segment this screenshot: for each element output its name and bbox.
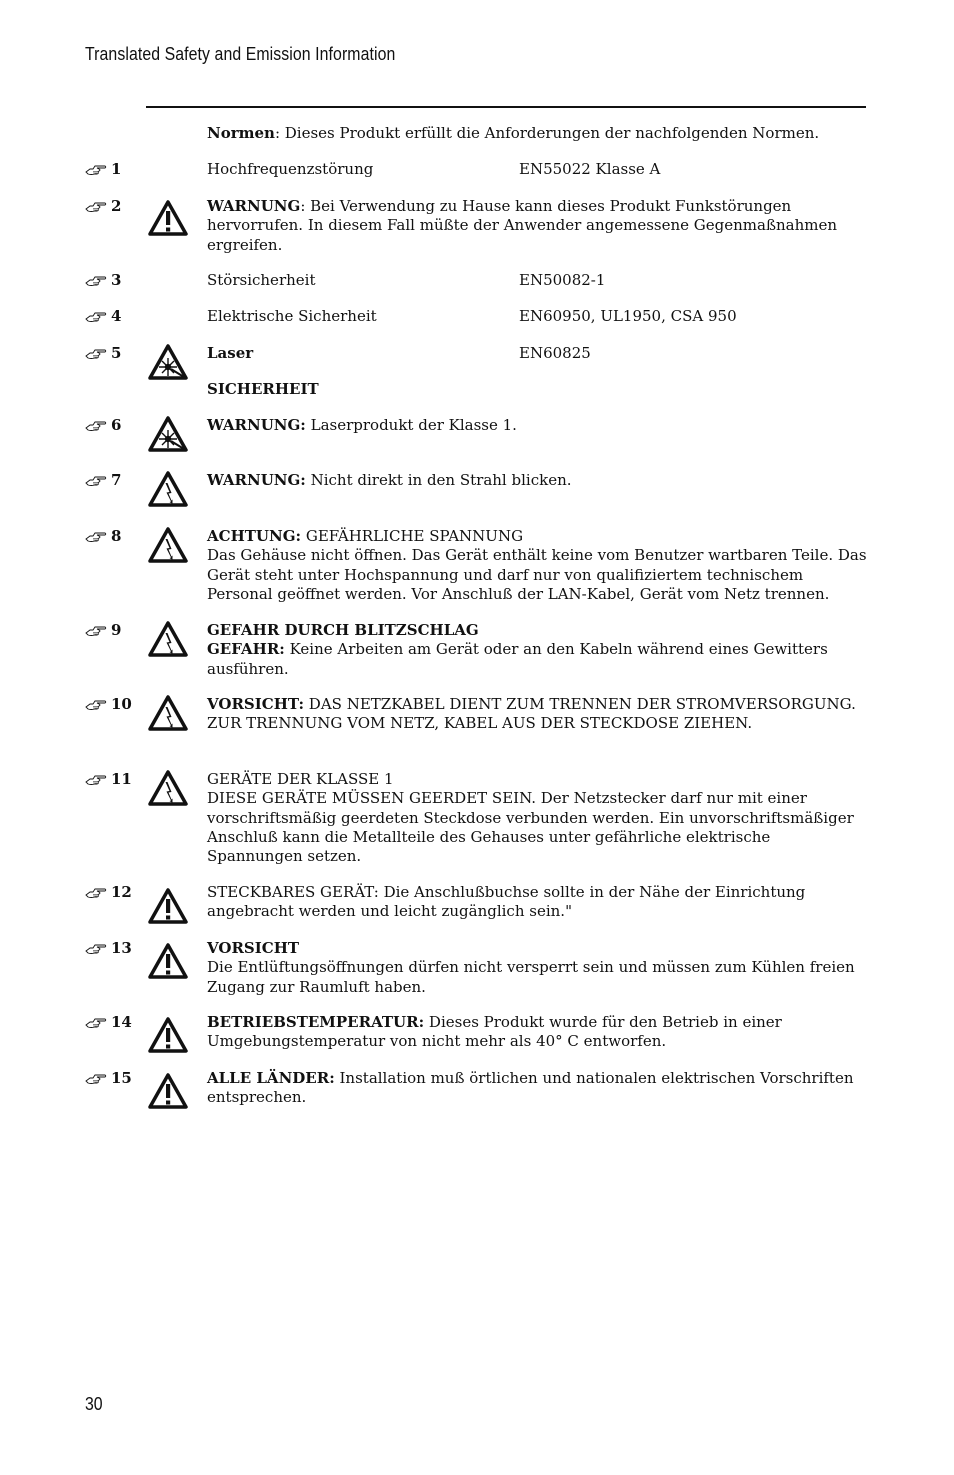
item-number: 4: [85, 307, 121, 326]
item-number: 5: [85, 344, 121, 363]
item-label: Elektrische Sicherheit: [207, 307, 377, 325]
item-number: 9: [85, 621, 121, 640]
pointing-hand-icon: [85, 274, 107, 287]
norms-text: : Dieses Produkt erfüllt die Anforderungen der nachfolgenden Normen.: [274, 124, 820, 142]
page-number: 30: [85, 1394, 103, 1414]
item-number: 8: [85, 527, 121, 546]
item-text: STECKBARES GERÄT: Die Anschlußbuchse sollte in der Nähe der Einrichtung angebracht werden und leicht zugänglich sein.": [207, 883, 806, 921]
item-number: 10: [85, 695, 132, 714]
pointing-hand-icon: [85, 310, 107, 323]
pointing-hand-icon: [85, 1072, 107, 1085]
pointing-hand-icon: [85, 200, 107, 213]
pointing-hand-icon: [85, 942, 107, 955]
warning-icon: [148, 1073, 188, 1109]
electric-shock-icon: [148, 770, 188, 806]
item-number: 12: [85, 883, 132, 902]
laser-icon: [148, 344, 188, 380]
warning-icon: [148, 943, 188, 979]
warning-icon: [148, 888, 188, 924]
pointing-hand-icon: [85, 698, 107, 711]
item-label: Laser: [207, 344, 254, 362]
item-text: WARNUNG: Bei Verwendung zu Hause kann dieses Produkt Funkstörungen hervorrufen. In diesem Fall müßte der Anwender angemessene Gegenmaßnahmen ergreifen.: [207, 197, 837, 254]
item-number: 2: [85, 197, 121, 216]
pointing-hand-icon: [85, 163, 107, 176]
pointing-hand-icon: [85, 886, 107, 899]
warning-icon: [148, 1017, 188, 1053]
item-number: 6: [85, 416, 121, 435]
item-text: WARNUNG: Laserprodukt der Klasse 1.: [207, 416, 517, 434]
pointing-hand-icon: [85, 1016, 107, 1029]
item-label: Störsicherheit: [207, 271, 316, 289]
item-number: 13: [85, 939, 132, 958]
item-text: VORSICHT Die Entlüftungsöffnungen dürfen nicht versperrt sein und müssen zum Kühlen freien Zugang zur Raumluft haben.: [207, 939, 855, 996]
norms-label: Normen: [207, 124, 275, 142]
item-text: WARNUNG: Nicht direkt in den Strahl blicken.: [207, 471, 572, 489]
section-heading: SICHERHEIT: [207, 380, 319, 398]
item-number: 1: [85, 160, 121, 179]
electric-shock-icon: [148, 527, 188, 563]
item-text: VORSICHT: DAS NETZKABEL DIENT ZUM TRENNEN DER STROMVERSORGUNG. ZUR TRENNUNG VOM NETZ, KABEL AUS DER STECKDOSE ZIEHEN.: [207, 695, 856, 733]
item-standard: EN55022 Klasse A: [519, 160, 661, 178]
item-number: 15: [85, 1069, 132, 1088]
item-text: ACHTUNG: GEFÄHRLICHE SPANNUNG Das Gehäuse nicht öffnen. Das Gerät enthält keine vom Benutzer wartbaren Teile. Das Gerät steht unter Hochspannung und darf nur von qualifiziertem technischem Personal geöffnet werden. Vor Anschluß der LAN-Kabel, Gerät vom Netz trennen.: [207, 527, 867, 603]
header-rule: [146, 106, 866, 108]
item-number: 3: [85, 271, 121, 290]
pointing-hand-icon: [85, 347, 107, 360]
pointing-hand-icon: [85, 773, 107, 786]
page-header: Translated Safety and Emission Information: [85, 44, 396, 64]
item-text: BETRIEBSTEMPERATUR: Dieses Produkt wurde für den Betrieb in einer Umgebungstemperatur von nicht mehr als 40° C entworfen.: [207, 1013, 782, 1051]
pointing-hand-icon: [85, 624, 107, 637]
item-standard: EN60825: [519, 344, 591, 362]
pointing-hand-icon: [85, 474, 107, 487]
item-standard: EN60950, UL1950, CSA 950: [519, 307, 737, 325]
norms-intro: [207, 124, 867, 143]
electric-shock-icon: [148, 695, 188, 731]
laser-icon: [148, 416, 188, 452]
warning-icon: [148, 200, 188, 236]
item-text: GERÄTE DER KLASSE 1 DIESE GERÄTE MÜSSEN GEERDET SEIN. Der Netzstecker darf nur mit einer vorschriftsmäßig geerdeten Steckdose verbunden werden. Ein unvorschriftsmäßiger Anschluß kann die Metallteile des Gehauses unter gefährliche elektrische Spannungen setzen.: [207, 770, 854, 866]
item-number: 14: [85, 1013, 132, 1032]
item-label: Hochfrequenzstörung: [207, 160, 374, 178]
electric-shock-icon: [148, 471, 188, 507]
pointing-hand-icon: [85, 419, 107, 432]
item-standard: EN50082-1: [519, 271, 606, 289]
item-number: 11: [85, 770, 132, 789]
item-text: GEFAHR DURCH BLITZSCHLAG GEFAHR: Keine Arbeiten am Gerät oder an den Kabeln während eines Gewitters ausführen.: [207, 621, 828, 678]
pointing-hand-icon: [85, 530, 107, 543]
electric-shock-icon: [148, 621, 188, 657]
item-text: ALLE LÄNDER: Installation muß örtlichen und nationalen elektrischen Vorschriften entsprechen.: [207, 1069, 854, 1107]
item-number: 7: [85, 471, 121, 490]
